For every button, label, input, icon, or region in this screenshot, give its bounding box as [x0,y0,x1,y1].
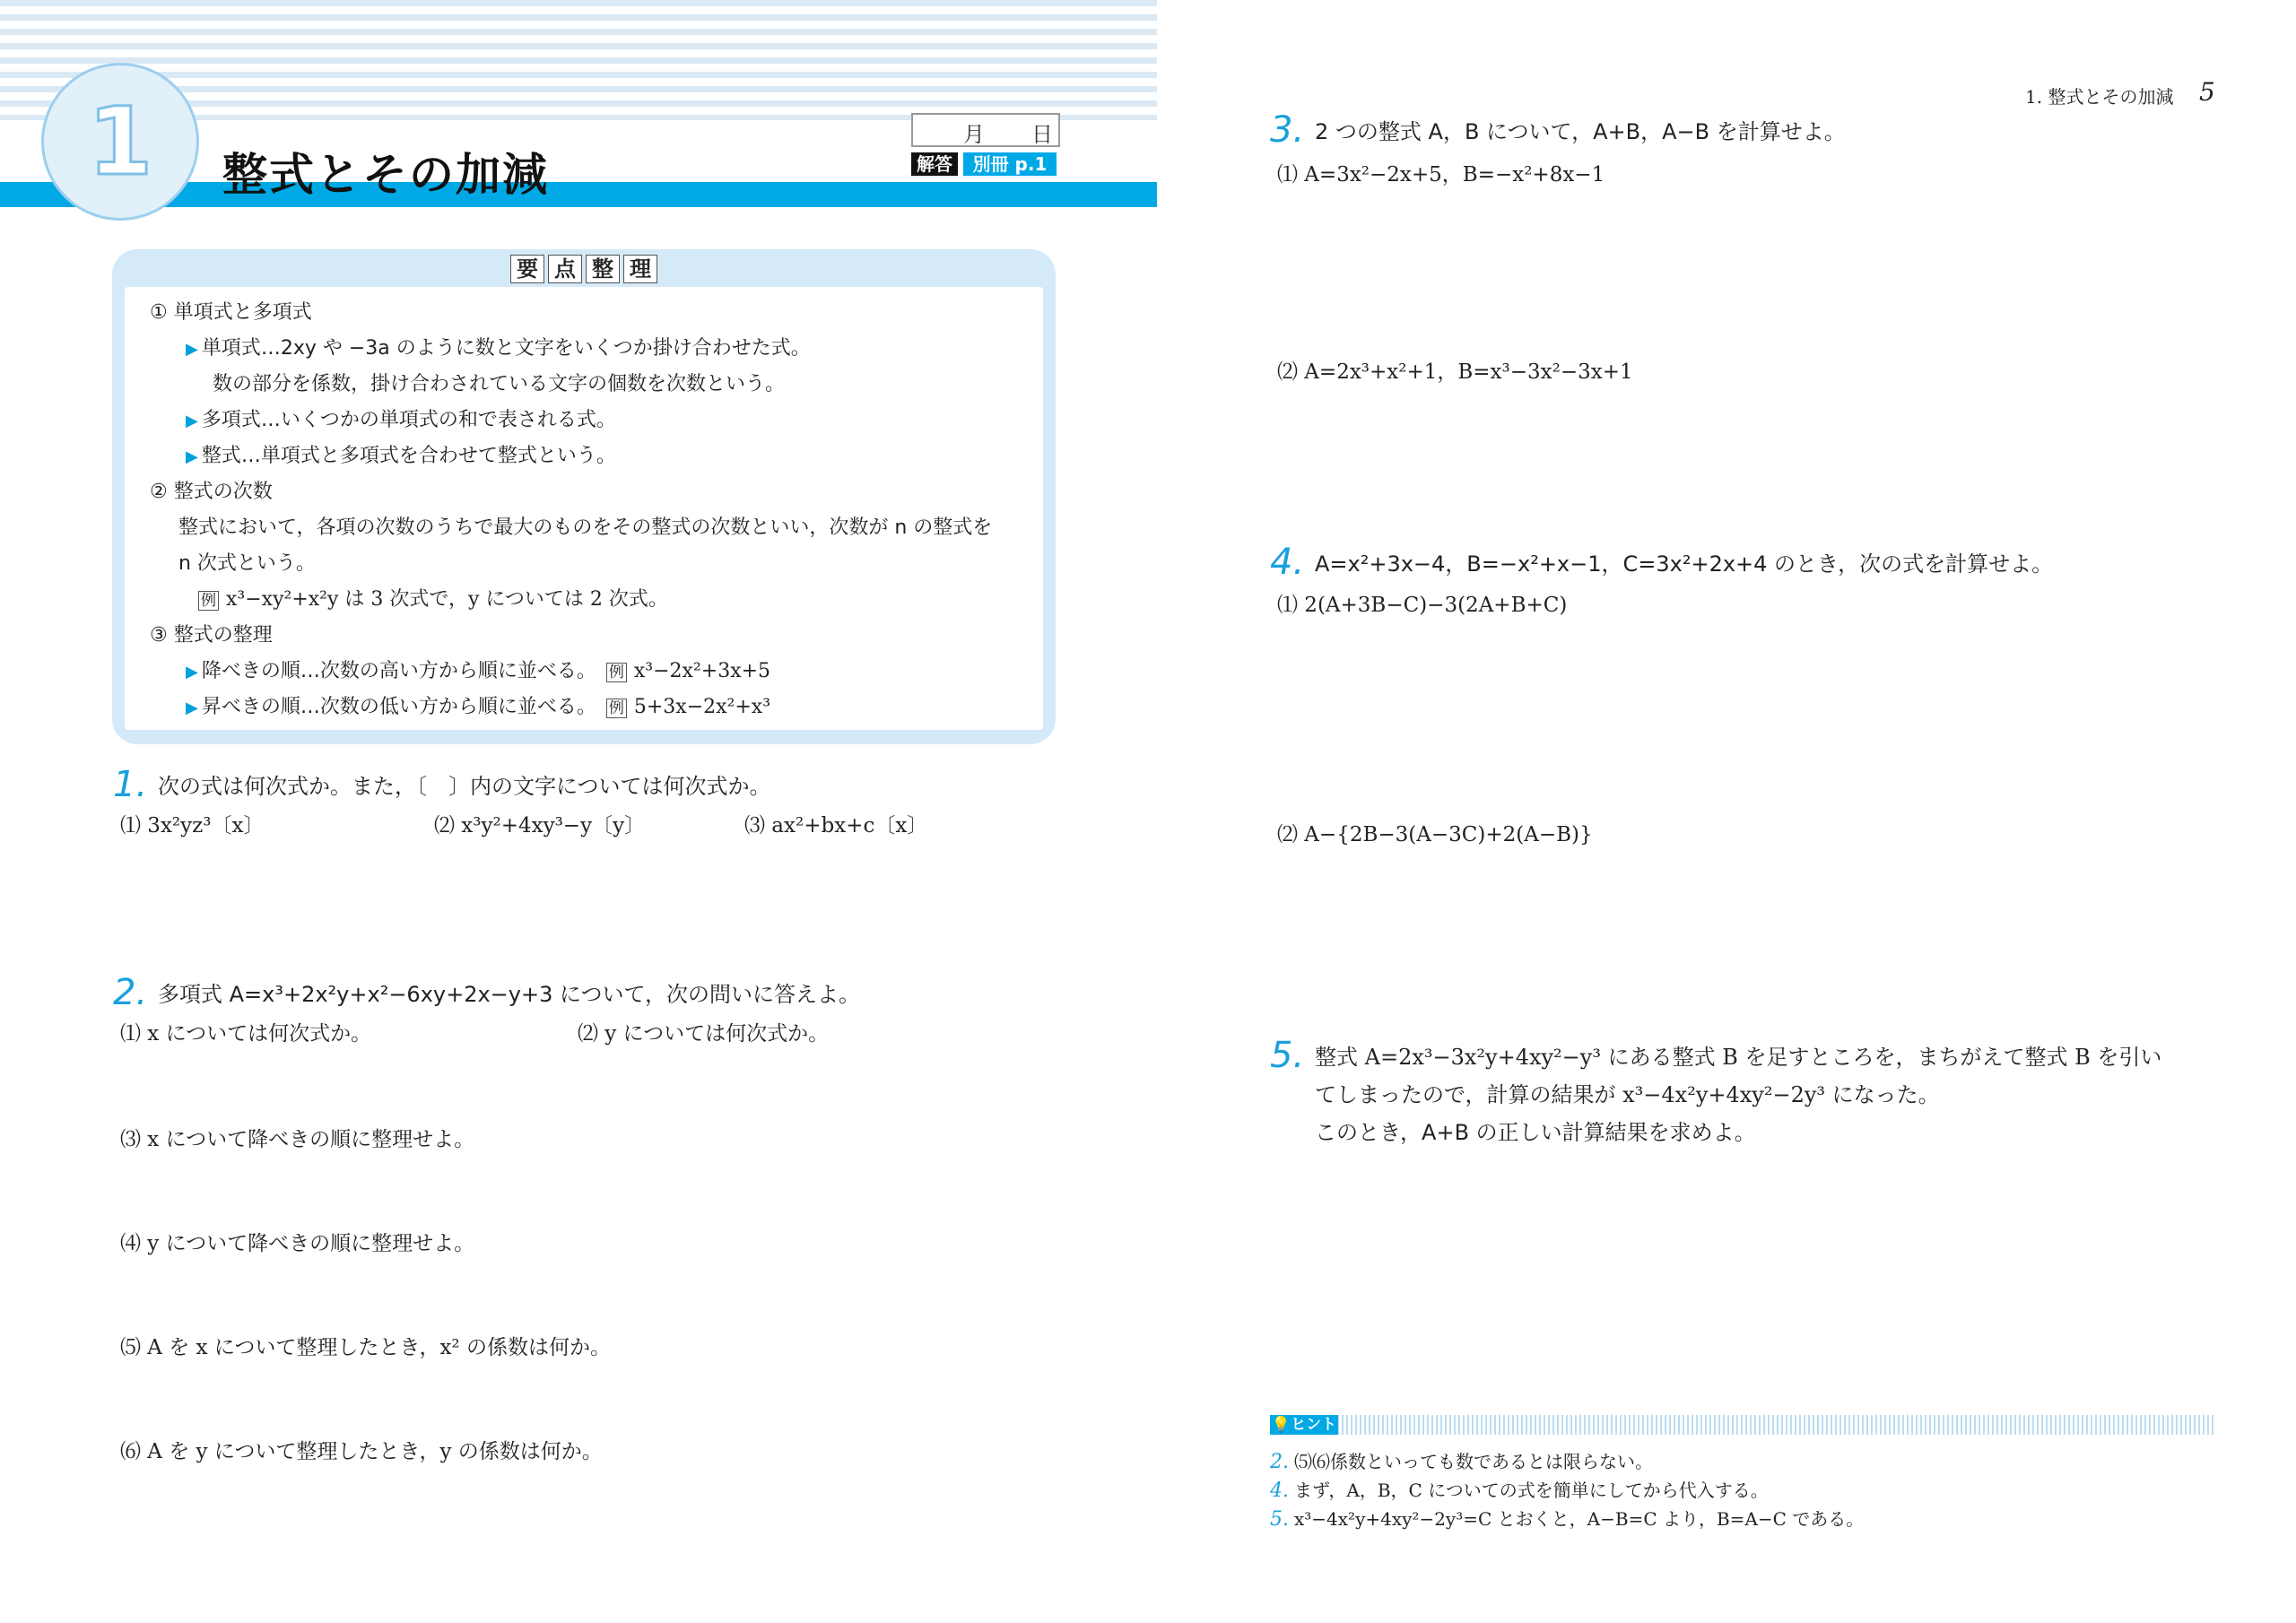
problem-2-question: 多項式 A=x³+2x²y+x²−6xy+2x−y+3 について，次の問いに答えよ。 [158,982,861,1007]
problem-1-number: 1. [113,764,148,805]
problem-2-sub-6: ⑹ A を y について整理したとき，y の係数は何か。 [120,1440,603,1463]
summary-item: ▶ 昇べきの順…次数の低い方から順に並べる。 例 5+3x−2x²+x³ [186,696,771,718]
problem-1-sub-3: ⑶ ax²+bx+c〔x〕 [744,814,928,838]
problem-2-sub-2: ⑵ y については何次式か。 [578,1022,830,1046]
problem-2-sub-4: ⑷ y について降べきの順に整理せよ。 [120,1232,475,1255]
chapter-number: 1 [87,87,153,196]
problem-5-line-2: てしまったので，計算の結果が x³−4x²y+4xy²−2y³ になった。 [1315,1082,1940,1107]
triangle-bullet-icon: ▶ [186,699,198,717]
problem-5-line-3: このとき，A+B の正しい計算結果を求めよ。 [1315,1120,1756,1145]
problem-5-line-1: 整式 A=2x³−3x²y+4xy²−y³ にある整式 B を足すところを，まちがえて整式 B を引い [1315,1045,2162,1070]
example-badge: 例 [606,699,627,718]
summary-text: 数の部分を係数，掛け合わされている文字の個数を次数という。 [213,373,786,395]
summary-title-char: 点 [548,255,582,283]
summary-item: ▶ 整式…単項式と多項式を合わせて整式という。 [186,445,616,467]
summary-heading: ② 整式の次数 [150,481,273,503]
running-head: 1. 整式とその加減 [2025,86,2174,108]
hint-item: 2. ⑸⑹係数といっても数であるとは限らない。 [1270,1451,1653,1473]
hint-label: 💡ヒント [1271,1416,1337,1434]
answer-label: 解答 [911,152,958,176]
date-month-label: 月 [963,122,985,147]
problem-2-sub-3: ⑶ x について降べきの順に整理せよ。 [120,1128,475,1151]
summary-text: 整式において，各項の次数のうちで最大のものをその整式の次数といい，次数が n の整式を [178,516,993,539]
problem-1-sub-2: ⑵ x³y²+4xy³−y〔y〕 [434,814,646,838]
page-number: 5 [2199,77,2215,107]
example-badge: 例 [606,663,627,682]
hint-item: 5. x³−4x²y+4xy²−2y³=C とおくと，A−B=C より，B=A−C である。 [1270,1508,1865,1531]
date-day-label: 日 [1031,122,1053,147]
summary-title-char: 要 [510,255,544,283]
triangle-bullet-icon: ▶ [186,340,198,359]
summary-item: ▶ 降べきの順…次数の高い方から順に並べる。 例 x³−2x²+3x+5 [186,660,771,682]
hint-bar [1270,1415,2215,1435]
problem-4-number: 4. [1270,542,1305,583]
summary-text: n 次式という。 [178,552,316,575]
problem-2-sub-5: ⑸ A を x について整理したとき，x² の係数は何か。 [120,1336,611,1359]
problem-1-sub-1: ⑴ 3x²yz³〔x〕 [120,814,265,838]
problem-1-question: 次の式は何次式か。また，〔 〕内の文字については何次式か。 [158,774,771,799]
hint-item: 4. まず，A，B，C についての式を簡単にしてから代入する。 [1270,1480,1769,1502]
summary-item: ▶ 単項式…2xy や −3a のように数と文字をいくつか掛け合わせた式。 [186,337,811,360]
page-title: 整式とその加減 [222,149,549,201]
summary-title-char: 理 [623,255,657,283]
lightbulb-icon: 💡 [1271,1416,1292,1434]
problem-3-sub-1: ⑴ A=3x²−2x+5，B=−x²+8x−1 [1277,163,1605,187]
answer-reference: 別冊 p.1 [963,152,1057,176]
summary-title-char: 整 [586,255,620,283]
example-badge: 例 [198,591,219,611]
problem-3-number: 3. [1270,109,1305,151]
problem-4-sub-2: ⑵ A−{2B−3(A−3C)+2(A−B)} [1277,823,1593,846]
problem-3-question: 2 つの整式 A，B について，A+B，A−B を計算せよ。 [1315,119,1846,144]
problem-3-sub-2: ⑵ A=2x³+x²+1，B=x³−3x²−3x+1 [1277,360,1633,384]
summary-example: 例 x³−xy²+x²y は 3 次式で，y については 2 次式。 [198,586,668,613]
summary-heading: ① 単項式と多項式 [150,301,312,324]
summary-item: ▶ 多項式…いくつかの単項式の和で表される式。 [186,409,616,431]
problem-4-sub-1: ⑴ 2(A+3B−C)−3(2A+B+C) [1277,594,1568,617]
date-box [911,113,1060,147]
triangle-bullet-icon: ▶ [186,412,198,430]
problem-4-question: A=x²+3x−4，B=−x²+x−1，C=3x²+2x+4 のとき，次の式を計算せよ。 [1315,551,2054,577]
problem-2-sub-1: ⑴ x については何次式か。 [120,1022,372,1046]
summary-title [112,251,1056,283]
summary-box [112,249,1056,744]
summary-heading: ③ 整式の整理 [150,624,273,647]
problem-2-number: 2. [113,972,148,1013]
triangle-bullet-icon: ▶ [186,663,198,681]
triangle-bullet-icon: ▶ [186,447,198,466]
summary-content [125,287,1043,730]
problem-5-number: 5. [1270,1035,1305,1076]
